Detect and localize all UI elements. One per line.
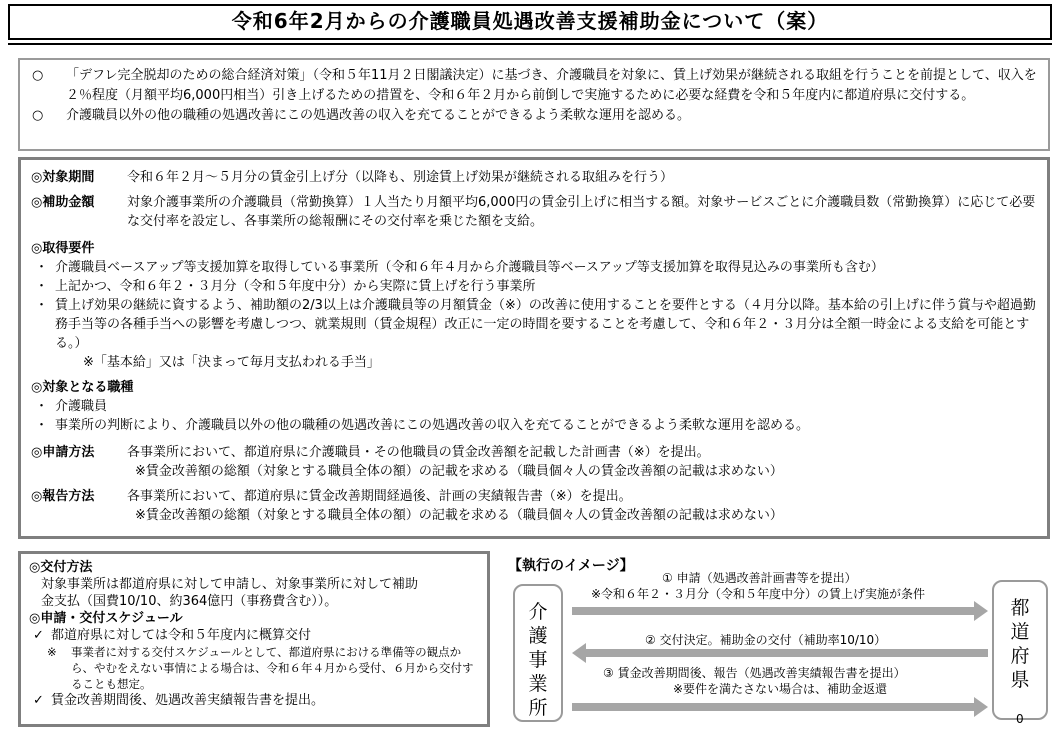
arrow-head-right-icon (974, 601, 988, 621)
bullet-marker: ・ (35, 260, 49, 275)
delivery-text: 対象事業所は都道府県に対して申請し、対象事業所に対して補助金支払（国費10/10、約364億円（事務費含む））。 (41, 577, 419, 609)
schedule-item (29, 627, 479, 644)
note-marker: ※ (47, 645, 57, 659)
check-icon: ✓ (33, 628, 44, 643)
intro-item (32, 106, 1038, 126)
report-text: 各事業所において、都道府県に賃金改善期間経過後、計画の実績報告書（※）を提出。 (127, 489, 632, 504)
requirements (31, 239, 1037, 372)
circle-marker: ○ (32, 68, 44, 83)
schedule-text: 都道府県に対しては令和５年度内に概算交付 (51, 628, 312, 643)
step2-label: ② 交付決定。補助金の交付（補助率10/10） (645, 633, 887, 647)
execution-title: 【執行のイメージ】 (508, 558, 634, 574)
arrow-left-2 (586, 649, 988, 657)
schedule-note-text: 事業者に対する交付スケジュールとして、都道府県における準備等の観点から、やむをえない事情による場合は、令和６年４月から受付、６月から交付することも想定。 (71, 645, 474, 691)
bullet-marker: ・ (35, 298, 49, 313)
requirements-note: ※「基本給」又は「決まって毎月支払われる手当」 (83, 355, 380, 370)
arrow-right-1 (572, 607, 974, 615)
subsidy-amount-text: 対象介護事業所の介護職員（常勤換算）１人当たり月額平均6,000円の賃金引上げに相当する額。対象サービスごとに介護職員数（常勤換算）に応じて必要な交付率を設定し、各事業所の総報酬にその交付率を乗じた額を支給。 (127, 195, 1036, 229)
bullet-marker: ・ (35, 399, 49, 414)
schedule-title: ◎申請・交付スケジュール (29, 611, 183, 626)
schedule-item (29, 692, 479, 709)
target-period-text: 令和６年２月～５月分の賃金引上げ分（以降も、別途賃上げ効果が継続される取組みを行う） (127, 170, 674, 185)
target-period (31, 168, 1037, 187)
application-text: 各事業所において、都道府県に介護職員・その他職員の賃金改善額を記載した計画書（※）を提出。 (127, 445, 710, 460)
arrow-head-right-icon (974, 697, 988, 717)
page-number: 0 (1016, 712, 1024, 726)
list-item (31, 397, 1037, 416)
step3-label: ③ 賃金改善期間後、報告（処遇改善実績報告書を提出） (603, 666, 906, 680)
list-item (31, 277, 1037, 296)
step1-note: ※令和６年２・３月分（令和５年度中分）の賃上げ実施が条件 (591, 587, 926, 601)
requirement-text: 賃上げ効果の継続に資するよう、補助額の2/3以上は介護職員等の月額賃金（※）の改善に使用することを要件とする（４月分以降。基本給の引上げに伴う賞与や超過勤務手当等の各種手当への影響を考慮しつつ、就業規則（賃金規程）改正に一定の時間を要することを考慮して、令和６年２・３月分は全額一時金による支給を可能とする。） (55, 298, 1036, 351)
intro-item (32, 66, 1038, 106)
list-item (31, 296, 1037, 353)
application-line (31, 443, 1037, 462)
schedule-text: 賃金改善期間後、処遇改善実績報告書を提出。 (51, 693, 325, 708)
requirement-text: 介護職員ベースアップ等支援加算を取得している事業所（令和６年４月から介護職員等ベースアップ等支援加算を取得見込みの事業所も含む） (55, 260, 884, 275)
entity-label: 介護事業所 (528, 601, 548, 719)
occupation-text: 事業所の判断により、介護職員以外の他の職種の処遇改善にこの処遇改善の収入を充てることができるよう柔軟な運用を認める。 (55, 418, 810, 433)
bullet-marker: ・ (35, 279, 49, 294)
target-occupations-title: ◎対象となる職種 (31, 380, 134, 395)
circle-marker: ○ (32, 108, 44, 123)
application-note: ※賃金改善額の総額（対象とする職員全体の額）の記載を求める（職員個々人の賃金改善額の記載は求めない） (135, 464, 783, 479)
schedule-note (29, 644, 479, 692)
list-item (31, 258, 1037, 277)
requirement-text: 上記かつ、令和６年２・３月分（令和５年度中分）から実際に賃上げを行う事業所 (55, 279, 536, 294)
entity-label: 都道府県 (1010, 597, 1030, 691)
arrow-right-3 (572, 703, 974, 711)
report-note: ※賃金改善額の総額（対象とする職員全体の額）の記載を求める（職員個々人の賃金改善額の記載は求めない） (135, 508, 783, 523)
entity-prefecture (992, 580, 1048, 720)
step3-note: ※要件を満たさない場合は、補助金返還 (673, 682, 888, 696)
report-label: ◎報告方法 (31, 489, 95, 504)
report-line (31, 487, 1037, 506)
requirements-title: ◎取得要件 (31, 241, 95, 256)
list-item (31, 416, 1037, 435)
page-title: 令和6年2月からの介護職員処遇改善支援補助金について（案） (8, 4, 1052, 40)
check-icon: ✓ (33, 693, 44, 708)
application-method (31, 443, 1037, 481)
delivery-box (18, 551, 490, 727)
arrow-head-left-icon (572, 643, 586, 663)
step1-label: ① 申請（処遇改善計画書等を提出） (662, 571, 857, 585)
main-box (18, 157, 1050, 539)
report-method (31, 487, 1037, 525)
subsidy-amount (31, 193, 1037, 231)
target-period-label: ◎対象期間 (31, 170, 95, 185)
bullet-marker: ・ (35, 418, 49, 433)
subsidy-amount-label: ◎補助金額 (31, 195, 95, 210)
intro-box (18, 58, 1050, 151)
title-underline (8, 43, 1052, 45)
intro-text: 「デフレ完全脱却のための総合経済対策」（令和５年11月２日閣議決定）に基づき、介護職員を対象に、賃上げ効果が継続される取組を行うことを前提として、収入を２％程度（月額平均6,000円相当）引き上げるための措置を、令和６年２月から前倒しで実施するために必要な経費を令和５年度内に都道府県に交付する。 (66, 68, 1037, 103)
occupation-text: 介護職員 (55, 399, 108, 414)
entity-care-facility (513, 584, 563, 722)
application-label: ◎申請方法 (31, 445, 95, 460)
delivery-title: ◎交付方法 (29, 560, 93, 575)
target-occupations (31, 378, 1037, 435)
intro-text: 介護職員以外の他の職種の処遇改善にこの処遇改善の収入を充てることができるよう柔軟な運用を認める。 (66, 108, 691, 123)
